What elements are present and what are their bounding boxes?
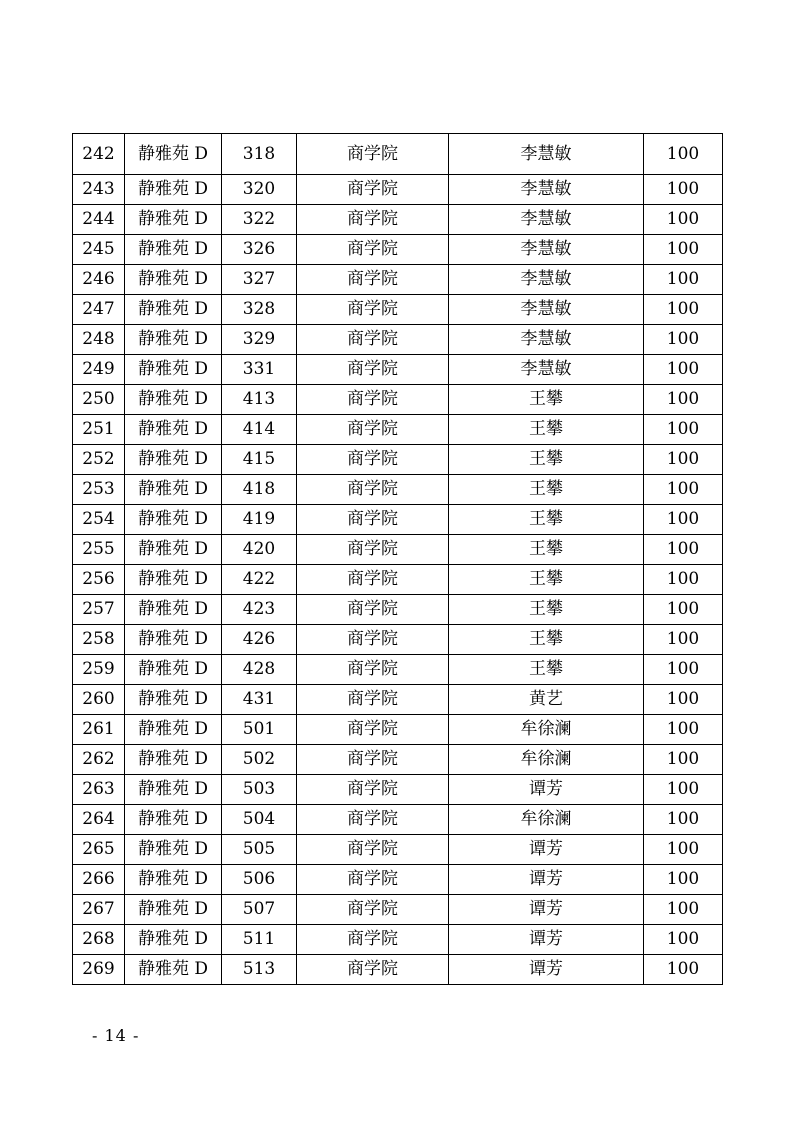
table-row	[73, 325, 723, 355]
cell-building: 静雅苑 D	[125, 295, 222, 325]
table-row	[73, 175, 723, 205]
cell-college: 商学院	[297, 835, 449, 865]
table-row	[73, 685, 723, 715]
cell-number: 242	[73, 134, 125, 175]
table-row	[73, 625, 723, 655]
cell-number: 264	[73, 805, 125, 835]
cell-score: 100	[644, 535, 723, 565]
cell-building: 静雅苑 D	[125, 415, 222, 445]
cell-number: 249	[73, 355, 125, 385]
cell-number: 269	[73, 955, 125, 985]
cell-college: 商学院	[297, 475, 449, 505]
table-row	[73, 565, 723, 595]
cell-person: 李慧敏	[449, 355, 644, 385]
cell-score: 100	[644, 295, 723, 325]
cell-number: 267	[73, 895, 125, 925]
table-row	[73, 655, 723, 685]
cell-room: 415	[222, 445, 297, 475]
cell-building: 静雅苑 D	[125, 325, 222, 355]
cell-college: 商学院	[297, 655, 449, 685]
cell-person: 谭芳	[449, 775, 644, 805]
cell-person: 牟徐澜	[449, 745, 644, 775]
cell-score: 100	[644, 715, 723, 745]
cell-score: 100	[644, 385, 723, 415]
cell-room: 320	[222, 175, 297, 205]
cell-score: 100	[644, 325, 723, 355]
cell-number: 260	[73, 685, 125, 715]
cell-person: 王攀	[449, 385, 644, 415]
cell-room: 318	[222, 134, 297, 175]
cell-score: 100	[644, 835, 723, 865]
table-row	[73, 445, 723, 475]
cell-college: 商学院	[297, 865, 449, 895]
cell-number: 263	[73, 775, 125, 805]
cell-college: 商学院	[297, 715, 449, 745]
table-row	[73, 925, 723, 955]
cell-person: 王攀	[449, 505, 644, 535]
cell-room: 426	[222, 625, 297, 655]
cell-person: 谭芳	[449, 835, 644, 865]
cell-person: 牟徐澜	[449, 715, 644, 745]
table-row	[73, 715, 723, 745]
cell-college: 商学院	[297, 745, 449, 775]
cell-number: 254	[73, 505, 125, 535]
cell-room: 513	[222, 955, 297, 985]
table-row	[73, 415, 723, 445]
cell-score: 100	[644, 445, 723, 475]
cell-building: 静雅苑 D	[125, 565, 222, 595]
cell-building: 静雅苑 D	[125, 175, 222, 205]
cell-room: 327	[222, 265, 297, 295]
cell-building: 静雅苑 D	[125, 895, 222, 925]
cell-college: 商学院	[297, 385, 449, 415]
table-row	[73, 775, 723, 805]
cell-college: 商学院	[297, 595, 449, 625]
cell-person: 李慧敏	[449, 175, 644, 205]
cell-number: 250	[73, 385, 125, 415]
cell-room: 501	[222, 715, 297, 745]
cell-person: 王攀	[449, 535, 644, 565]
cell-room: 505	[222, 835, 297, 865]
table-row	[73, 745, 723, 775]
cell-person: 王攀	[449, 625, 644, 655]
cell-building: 静雅苑 D	[125, 535, 222, 565]
cell-college: 商学院	[297, 415, 449, 445]
cell-college: 商学院	[297, 535, 449, 565]
table-row	[73, 295, 723, 325]
cell-college: 商学院	[297, 805, 449, 835]
cell-number: 266	[73, 865, 125, 895]
cell-number: 246	[73, 265, 125, 295]
cell-person: 李慧敏	[449, 235, 644, 265]
cell-room: 419	[222, 505, 297, 535]
cell-number: 261	[73, 715, 125, 745]
cell-building: 静雅苑 D	[125, 505, 222, 535]
cell-college: 商学院	[297, 445, 449, 475]
cell-building: 静雅苑 D	[125, 685, 222, 715]
cell-person: 谭芳	[449, 895, 644, 925]
cell-number: 268	[73, 925, 125, 955]
cell-person: 牟徐澜	[449, 805, 644, 835]
cell-room: 428	[222, 655, 297, 685]
table-row	[73, 595, 723, 625]
table-body	[73, 134, 723, 985]
cell-room: 322	[222, 205, 297, 235]
cell-number: 252	[73, 445, 125, 475]
cell-room: 329	[222, 325, 297, 355]
table-row	[73, 835, 723, 865]
table-row	[73, 535, 723, 565]
cell-college: 商学院	[297, 265, 449, 295]
page-number: - 14 -	[92, 1026, 140, 1045]
cell-score: 100	[644, 925, 723, 955]
cell-score: 100	[644, 625, 723, 655]
cell-number: 257	[73, 595, 125, 625]
table-row	[73, 475, 723, 505]
cell-college: 商学院	[297, 685, 449, 715]
cell-number: 265	[73, 835, 125, 865]
cell-building: 静雅苑 D	[125, 134, 222, 175]
cell-room: 418	[222, 475, 297, 505]
cell-number: 253	[73, 475, 125, 505]
cell-college: 商学院	[297, 775, 449, 805]
cell-score: 100	[644, 475, 723, 505]
cell-number: 248	[73, 325, 125, 355]
cell-room: 506	[222, 865, 297, 895]
cell-building: 静雅苑 D	[125, 595, 222, 625]
cell-person: 王攀	[449, 445, 644, 475]
cell-building: 静雅苑 D	[125, 715, 222, 745]
cell-score: 100	[644, 685, 723, 715]
cell-person: 谭芳	[449, 865, 644, 895]
cell-room: 420	[222, 535, 297, 565]
cell-person: 李慧敏	[449, 325, 644, 355]
cell-building: 静雅苑 D	[125, 745, 222, 775]
cell-person: 黄艺	[449, 685, 644, 715]
cell-room: 413	[222, 385, 297, 415]
cell-score: 100	[644, 565, 723, 595]
cell-number: 243	[73, 175, 125, 205]
cell-building: 静雅苑 D	[125, 865, 222, 895]
cell-college: 商学院	[297, 625, 449, 655]
cell-person: 李慧敏	[449, 295, 644, 325]
cell-college: 商学院	[297, 895, 449, 925]
cell-score: 100	[644, 355, 723, 385]
cell-room: 328	[222, 295, 297, 325]
cell-college: 商学院	[297, 235, 449, 265]
cell-score: 100	[644, 505, 723, 535]
cell-person: 李慧敏	[449, 205, 644, 235]
cell-score: 100	[644, 175, 723, 205]
cell-person: 王攀	[449, 565, 644, 595]
cell-score: 100	[644, 134, 723, 175]
cell-college: 商学院	[297, 175, 449, 205]
cell-building: 静雅苑 D	[125, 445, 222, 475]
cell-person: 王攀	[449, 595, 644, 625]
cell-building: 静雅苑 D	[125, 955, 222, 985]
cell-college: 商学院	[297, 355, 449, 385]
cell-building: 静雅苑 D	[125, 925, 222, 955]
cell-building: 静雅苑 D	[125, 475, 222, 505]
cell-college: 商学院	[297, 955, 449, 985]
table-row	[73, 865, 723, 895]
table-row	[73, 385, 723, 415]
cell-room: 423	[222, 595, 297, 625]
cell-number: 262	[73, 745, 125, 775]
cell-room: 504	[222, 805, 297, 835]
cell-college: 商学院	[297, 205, 449, 235]
cell-number: 258	[73, 625, 125, 655]
cell-number: 256	[73, 565, 125, 595]
cell-person: 李慧敏	[449, 134, 644, 175]
cell-room: 502	[222, 745, 297, 775]
cell-room: 511	[222, 925, 297, 955]
table-row	[73, 955, 723, 985]
cell-room: 414	[222, 415, 297, 445]
cell-score: 100	[644, 415, 723, 445]
cell-college: 商学院	[297, 325, 449, 355]
cell-score: 100	[644, 955, 723, 985]
cell-college: 商学院	[297, 295, 449, 325]
cell-score: 100	[644, 205, 723, 235]
table-row	[73, 205, 723, 235]
cell-building: 静雅苑 D	[125, 265, 222, 295]
cell-building: 静雅苑 D	[125, 385, 222, 415]
cell-room: 507	[222, 895, 297, 925]
cell-number: 259	[73, 655, 125, 685]
table-row	[73, 505, 723, 535]
cell-college: 商学院	[297, 134, 449, 175]
table-row	[73, 805, 723, 835]
cell-number: 244	[73, 205, 125, 235]
cell-score: 100	[644, 745, 723, 775]
cell-building: 静雅苑 D	[125, 355, 222, 385]
cell-college: 商学院	[297, 505, 449, 535]
table-row	[73, 265, 723, 295]
cell-college: 商学院	[297, 565, 449, 595]
cell-score: 100	[644, 805, 723, 835]
table-row	[73, 235, 723, 265]
cell-person: 王攀	[449, 655, 644, 685]
cell-room: 503	[222, 775, 297, 805]
table-row	[73, 895, 723, 925]
cell-number: 255	[73, 535, 125, 565]
cell-building: 静雅苑 D	[125, 625, 222, 655]
cell-person: 谭芳	[449, 925, 644, 955]
cell-building: 静雅苑 D	[125, 835, 222, 865]
table-row	[73, 134, 723, 175]
cell-score: 100	[644, 235, 723, 265]
cell-number: 251	[73, 415, 125, 445]
cell-room: 326	[222, 235, 297, 265]
cell-score: 100	[644, 865, 723, 895]
cell-person: 王攀	[449, 475, 644, 505]
cell-score: 100	[644, 895, 723, 925]
cell-score: 100	[644, 775, 723, 805]
cell-room: 431	[222, 685, 297, 715]
dormitory-score-table	[72, 133, 723, 985]
cell-room: 422	[222, 565, 297, 595]
cell-number: 247	[73, 295, 125, 325]
cell-building: 静雅苑 D	[125, 655, 222, 685]
cell-building: 静雅苑 D	[125, 235, 222, 265]
cell-number: 245	[73, 235, 125, 265]
cell-score: 100	[644, 265, 723, 295]
cell-college: 商学院	[297, 925, 449, 955]
cell-person: 王攀	[449, 415, 644, 445]
cell-room: 331	[222, 355, 297, 385]
table-row	[73, 355, 723, 385]
cell-score: 100	[644, 655, 723, 685]
cell-score: 100	[644, 595, 723, 625]
cell-building: 静雅苑 D	[125, 205, 222, 235]
cell-person: 谭芳	[449, 955, 644, 985]
cell-person: 李慧敏	[449, 265, 644, 295]
cell-building: 静雅苑 D	[125, 805, 222, 835]
cell-building: 静雅苑 D	[125, 775, 222, 805]
